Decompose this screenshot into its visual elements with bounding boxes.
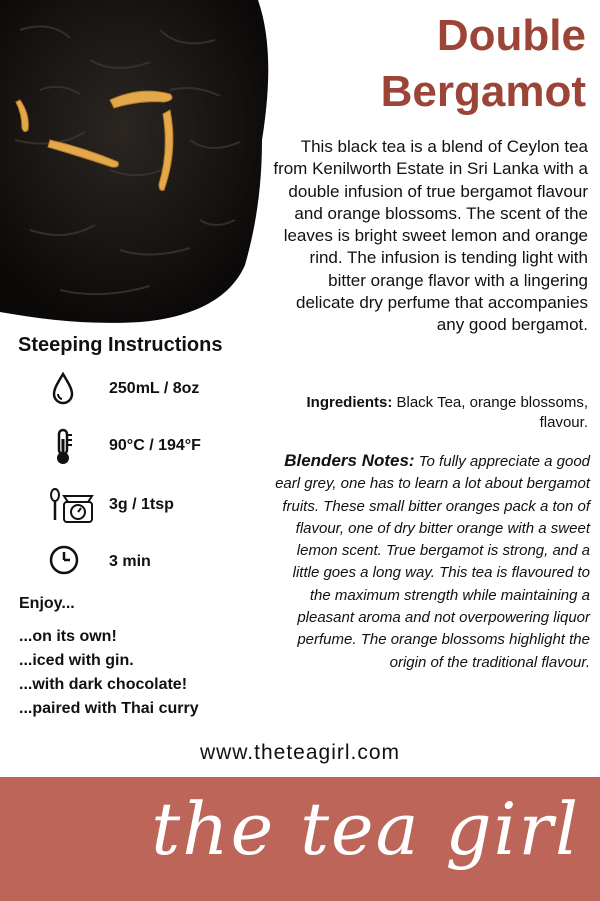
steeping-temperature-value: 90°C / 194°F	[109, 437, 201, 454]
blenders-notes-label: Blenders Notes:	[284, 451, 415, 470]
brand-band	[0, 777, 600, 901]
title-line-1: Double	[436, 11, 586, 60]
blenders-notes-text: To fully appreciate a good earl grey, one has to learn a lot about bergamot fruits. These small bitter oranges pack a ton of flavour, one of dry bitter orange with a sweet lemon scent. True bergamot is strong, and a little goes a long way. This tea is flavoured to the maximum strength while maintaining a pleasant aroma and not overpowering liquor perfume. The orange blossoms highlight the origin of the traditional flavour.	[275, 453, 590, 671]
blenders-notes	[272, 450, 590, 674]
steeping-time-value: 3 min	[109, 553, 151, 570]
steeping-time	[40, 543, 260, 583]
steeping-amount	[40, 486, 260, 526]
steeping-title: Steeping Instructions	[18, 334, 223, 356]
enjoy-title: Enjoy...	[19, 595, 75, 612]
steeping-volume	[40, 370, 260, 410]
list-item: ...iced with gin.	[19, 652, 134, 669]
scale-spoon-icon	[48, 486, 98, 526]
steeping-temperature	[40, 427, 260, 467]
tea-description: This black tea is a blend of Ceylon tea from Kenilworth Estate in Sri Lanka with a double infusion of true bergamot flavour and orange blossoms. The scent of the leaves is bright sweet lemon and orange rind. The infusion is tending light with bitter orange flavor with a lingering delicate dry perfume that accompanies any good bergamot.	[273, 137, 588, 335]
thermometer-icon	[48, 427, 78, 467]
ingredients	[300, 393, 588, 433]
ingredients-text: Black Tea, orange blossoms, flavour.	[396, 394, 588, 431]
steeping-amount-value: 3g / 1tsp	[109, 496, 174, 513]
clock-icon	[48, 543, 80, 577]
tea-leaves-image	[0, 0, 275, 325]
brand-logo-text: the tea girl	[151, 787, 580, 871]
website-link[interactable]: www.theteagirl.com	[199, 741, 401, 764]
list-item: ...on its own!	[19, 628, 117, 645]
title-line-2: Bergamot	[380, 67, 586, 116]
page-title	[286, 8, 586, 120]
enjoy-list	[19, 625, 199, 721]
list-item: ...paired with Thai curry	[19, 700, 199, 717]
water-drop-icon	[48, 370, 78, 406]
list-item: ...with dark chocolate!	[19, 676, 188, 693]
steeping-volume-value: 250mL / 8oz	[109, 380, 200, 397]
ingredients-label: Ingredients:	[306, 394, 393, 411]
